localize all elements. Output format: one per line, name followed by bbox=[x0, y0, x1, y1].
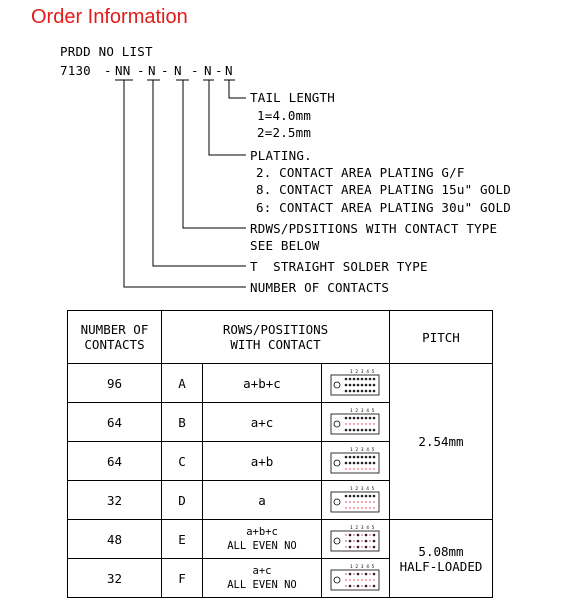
contact-pin-empty bbox=[349, 468, 350, 469]
contact-pin-filled bbox=[364, 462, 367, 465]
row-code: A bbox=[162, 364, 203, 403]
row-code: D bbox=[162, 481, 203, 520]
row-diagram bbox=[322, 520, 390, 559]
contact-pin-empty bbox=[361, 468, 362, 469]
connector-diagram-icon bbox=[330, 368, 382, 398]
contact-pin-empty bbox=[361, 579, 362, 580]
contact-pin-empty bbox=[357, 468, 358, 469]
pitch-group-2-line2: HALF-LOADED bbox=[399, 558, 483, 574]
contact-pin-empty bbox=[369, 423, 370, 424]
contact-pin-empty bbox=[369, 579, 370, 580]
contact-pin-filled bbox=[368, 495, 371, 498]
contact-pin-filled bbox=[372, 534, 375, 537]
plating-opt3: 6: CONTACT AREA PLATING 30u" GOLD bbox=[256, 200, 511, 215]
contact-pin-empty bbox=[353, 468, 354, 469]
contact-pin-filled bbox=[372, 540, 375, 543]
contact-pin-empty bbox=[345, 573, 346, 574]
code-dash-5: - bbox=[215, 63, 223, 78]
contact-pin-filled bbox=[360, 495, 363, 498]
contact-pin-filled bbox=[368, 378, 371, 381]
contact-pin-filled bbox=[356, 429, 359, 432]
contact-pin-filled bbox=[360, 384, 363, 387]
contact-pin-empty bbox=[353, 546, 354, 547]
diagram-header-text: 1 2 3 4 5 bbox=[349, 487, 374, 492]
connector-diagram-icon bbox=[330, 446, 382, 476]
contact-pin-empty bbox=[373, 423, 374, 424]
contact-pin-filled bbox=[352, 495, 355, 498]
header-rows-line2: WITH CONTACT bbox=[230, 337, 321, 352]
contact-pin-empty bbox=[361, 534, 362, 535]
contact-pin-filled bbox=[356, 456, 359, 459]
contact-pin-filled bbox=[372, 462, 375, 465]
contact-pin-filled bbox=[368, 384, 371, 387]
plating-opt1: 2. CONTACT AREA PLATING G/F bbox=[256, 165, 465, 180]
tail-label: TAIL LENGTH bbox=[250, 90, 335, 105]
contact-pin-filled bbox=[360, 378, 363, 381]
contact-pin-empty bbox=[345, 534, 346, 535]
contact-pin-empty bbox=[361, 501, 362, 502]
row-diagram bbox=[322, 442, 390, 481]
connector-diagram-icon bbox=[330, 485, 382, 515]
contact-pin-empty bbox=[353, 579, 354, 580]
row-number: 32 bbox=[68, 559, 162, 598]
row-content bbox=[203, 520, 322, 559]
table-header-row bbox=[68, 311, 493, 364]
contact-pin-empty bbox=[369, 585, 370, 586]
contact-pin-filled bbox=[348, 384, 351, 387]
contact-pin-filled bbox=[348, 534, 351, 537]
mount-hole bbox=[334, 460, 340, 466]
contact-pin-filled bbox=[352, 390, 355, 393]
header-rows-cell bbox=[162, 311, 390, 364]
contact-pin-filled bbox=[360, 390, 363, 393]
contact-pin-filled bbox=[348, 462, 351, 465]
contact-pin-filled bbox=[360, 429, 363, 432]
row-content bbox=[203, 559, 322, 598]
contact-pin-filled bbox=[364, 378, 367, 381]
contact-pin-empty bbox=[361, 423, 362, 424]
code-n1: N bbox=[148, 63, 156, 78]
contact-pin-empty bbox=[361, 540, 362, 541]
contact-pin-empty bbox=[365, 423, 366, 424]
contact-pin-filled bbox=[372, 384, 375, 387]
row-code: F bbox=[162, 559, 203, 598]
rows-note: SEE BELOW bbox=[250, 238, 320, 253]
pitch-group-2-line1: 5.08mm bbox=[418, 543, 464, 559]
contact-pin-filled bbox=[344, 429, 347, 432]
contact-pin-filled bbox=[364, 540, 367, 543]
contact-pin-filled bbox=[348, 417, 351, 420]
contact-pin-filled bbox=[348, 540, 351, 543]
contact-pin-empty bbox=[369, 468, 370, 469]
page-title: Order Information bbox=[31, 6, 188, 28]
contact-pin-empty bbox=[373, 507, 374, 508]
connector-body bbox=[331, 414, 379, 434]
prod-code-base: 7130 bbox=[60, 63, 91, 78]
row-content-text: a+b bbox=[250, 453, 274, 469]
row-diagram bbox=[322, 559, 390, 598]
contact-pin-empty bbox=[353, 423, 354, 424]
contact-pin-filled bbox=[356, 534, 359, 537]
contact-pin-filled bbox=[348, 390, 351, 393]
row-number: 32 bbox=[68, 481, 162, 520]
contact-pin-filled bbox=[372, 390, 375, 393]
contact-pin-filled bbox=[364, 573, 367, 576]
contact-pin-empty bbox=[349, 501, 350, 502]
pitch-group-2 bbox=[390, 520, 493, 598]
contact-pin-filled bbox=[344, 495, 347, 498]
contact-pin-filled bbox=[364, 390, 367, 393]
contact-pin-filled bbox=[352, 384, 355, 387]
contacts-label: NUMBER OF CONTACTS bbox=[250, 280, 390, 295]
tail-opt1: 1=4.0mm bbox=[257, 108, 312, 123]
contact-pin-filled bbox=[348, 573, 351, 576]
prod-list-label: PRDD NO LIST bbox=[60, 44, 153, 59]
contact-pin-filled bbox=[348, 456, 351, 459]
contact-pin-filled bbox=[352, 429, 355, 432]
contact-pin-filled bbox=[352, 378, 355, 381]
row-diagram bbox=[322, 481, 390, 520]
contact-pin-empty bbox=[353, 540, 354, 541]
contact-pin-empty bbox=[361, 585, 362, 586]
tail-opt2: 2=2.5mm bbox=[257, 125, 312, 140]
row-content bbox=[203, 481, 322, 520]
contact-pin-empty bbox=[353, 501, 354, 502]
rows-label: RDWS/PDSITIONS WITH CONTACT TYPE bbox=[250, 221, 498, 236]
leader-type bbox=[153, 80, 246, 266]
contact-pin-empty bbox=[345, 468, 346, 469]
mount-hole bbox=[334, 382, 340, 388]
contact-pin-empty bbox=[345, 585, 346, 586]
contact-pin-empty bbox=[369, 540, 370, 541]
contact-pin-empty bbox=[361, 546, 362, 547]
contact-pin-empty bbox=[345, 540, 346, 541]
row-code: C bbox=[162, 442, 203, 481]
contact-pin-filled bbox=[360, 417, 363, 420]
contact-pin-filled bbox=[348, 546, 351, 549]
contact-pin-filled bbox=[356, 462, 359, 465]
contact-pin-filled bbox=[364, 456, 367, 459]
contact-pin-filled bbox=[356, 378, 359, 381]
contact-pin-filled bbox=[344, 384, 347, 387]
contact-pin-filled bbox=[368, 390, 371, 393]
row-content-text: a+c bbox=[250, 414, 274, 430]
contact-pin-filled bbox=[356, 540, 359, 543]
row-content-text: a bbox=[258, 492, 266, 508]
contact-pin-filled bbox=[348, 429, 351, 432]
contact-pin-empty bbox=[369, 507, 370, 508]
contact-pin-filled bbox=[360, 456, 363, 459]
code-n4: N bbox=[225, 63, 233, 78]
mount-hole bbox=[334, 499, 340, 505]
contact-pin-empty bbox=[353, 534, 354, 535]
contact-pin-filled bbox=[364, 417, 367, 420]
contact-pin-filled bbox=[364, 534, 367, 537]
contact-pin-empty bbox=[349, 423, 350, 424]
mount-hole bbox=[334, 538, 340, 544]
contact-pin-empty bbox=[365, 468, 366, 469]
connector-body bbox=[331, 531, 379, 551]
contact-pin-filled bbox=[352, 456, 355, 459]
contact-pin-filled bbox=[344, 417, 347, 420]
contact-pin-filled bbox=[348, 495, 351, 498]
code-nn: NN bbox=[115, 63, 131, 78]
contact-pin-filled bbox=[356, 384, 359, 387]
contact-pin-empty bbox=[365, 507, 366, 508]
table-row bbox=[68, 364, 493, 403]
pitch-group-1: 2.54mm bbox=[390, 364, 493, 520]
row-content bbox=[203, 364, 322, 403]
contact-pin-filled bbox=[372, 585, 375, 588]
contact-pin-empty bbox=[353, 585, 354, 586]
contact-pin-empty bbox=[349, 507, 350, 508]
contact-pin-empty bbox=[357, 579, 358, 580]
contact-pin-empty bbox=[365, 579, 366, 580]
contact-pin-filled bbox=[372, 378, 375, 381]
code-n3: N bbox=[204, 63, 212, 78]
contact-pin-filled bbox=[344, 462, 347, 465]
header-number-cell bbox=[68, 311, 162, 364]
contact-pin-filled bbox=[372, 417, 375, 420]
contact-pin-filled bbox=[372, 573, 375, 576]
table-row bbox=[68, 520, 493, 559]
contact-pin-empty bbox=[361, 573, 362, 574]
contact-pin-empty bbox=[369, 501, 370, 502]
leader-tail bbox=[229, 80, 246, 98]
mount-hole bbox=[334, 421, 340, 427]
contact-pin-filled bbox=[364, 495, 367, 498]
header-rows-line1: ROWS/POSITIONS bbox=[222, 322, 329, 337]
contact-pin-empty bbox=[357, 501, 358, 502]
type-label: T STRAIGHT SOLDER TYPE bbox=[250, 259, 428, 274]
contact-pin-filled bbox=[364, 546, 367, 549]
row-content-text: a+b+c bbox=[246, 526, 278, 538]
contact-pin-filled bbox=[344, 456, 347, 459]
mount-hole bbox=[334, 577, 340, 583]
row-content-note: ALL EVEN NO bbox=[227, 540, 297, 552]
row-number: 64 bbox=[68, 403, 162, 442]
row-diagram bbox=[322, 364, 390, 403]
row-number: 48 bbox=[68, 520, 162, 559]
diagram-header-text: 1 2 3 4 5 bbox=[349, 526, 374, 531]
leader-rows bbox=[183, 80, 246, 228]
contact-pin-filled bbox=[368, 429, 371, 432]
code-dash-2: - bbox=[137, 63, 145, 78]
leader-contacts bbox=[124, 80, 246, 287]
contact-pin-filled bbox=[356, 390, 359, 393]
connector-diagram-icon bbox=[330, 563, 382, 593]
contact-pin-empty bbox=[369, 546, 370, 547]
contact-pin-filled bbox=[352, 417, 355, 420]
contact-pin-empty bbox=[369, 534, 370, 535]
contact-pin-filled bbox=[344, 378, 347, 381]
row-content bbox=[203, 442, 322, 481]
contact-pin-filled bbox=[348, 378, 351, 381]
code-dash-4: - bbox=[191, 63, 199, 78]
contact-pin-empty bbox=[349, 579, 350, 580]
connector-body bbox=[331, 492, 379, 512]
diagram-header-text: 1 2 3 4 5 bbox=[349, 409, 374, 414]
connector-diagram-icon bbox=[330, 407, 382, 437]
diagram-header-text: 1 2 3 4 5 bbox=[349, 448, 374, 453]
contact-pin-empty bbox=[365, 501, 366, 502]
row-diagram bbox=[322, 403, 390, 442]
contact-pin-filled bbox=[372, 429, 375, 432]
leader-plating bbox=[209, 80, 246, 155]
contact-pin-filled bbox=[368, 456, 371, 459]
contact-pin-empty bbox=[345, 507, 346, 508]
contact-pin-filled bbox=[352, 462, 355, 465]
row-content-text: a+c bbox=[252, 565, 272, 577]
header-number-line1: NUMBER OF bbox=[80, 322, 149, 337]
contact-pin-empty bbox=[345, 423, 346, 424]
contact-pin-filled bbox=[356, 546, 359, 549]
plating-label: PLATING. bbox=[250, 148, 312, 163]
contact-pin-empty bbox=[353, 507, 354, 508]
header-pitch-cell: PITCH bbox=[390, 311, 493, 364]
code-n2: N bbox=[174, 63, 182, 78]
contact-pin-filled bbox=[372, 495, 375, 498]
contact-pin-filled bbox=[372, 456, 375, 459]
contact-pin-empty bbox=[373, 501, 374, 502]
plating-opt2: 8. CONTACT AREA PLATING 15u" GOLD bbox=[256, 182, 511, 197]
contact-pin-filled bbox=[356, 417, 359, 420]
contact-pin-empty bbox=[361, 507, 362, 508]
contact-pin-empty bbox=[353, 573, 354, 574]
contact-pin-empty bbox=[357, 507, 358, 508]
contact-pin-empty bbox=[357, 423, 358, 424]
row-content bbox=[203, 403, 322, 442]
diagram-header-text: 1 2 3 4 5 bbox=[349, 565, 374, 570]
row-content-note: ALL EVEN NO bbox=[227, 579, 297, 591]
contact-pin-filled bbox=[364, 384, 367, 387]
contact-pin-filled bbox=[368, 462, 371, 465]
code-dash-1: - bbox=[104, 63, 112, 78]
contact-pin-filled bbox=[344, 390, 347, 393]
row-code: B bbox=[162, 403, 203, 442]
contact-pin-filled bbox=[364, 585, 367, 588]
contact-pin-empty bbox=[345, 579, 346, 580]
contact-pin-filled bbox=[356, 573, 359, 576]
contact-pin-empty bbox=[369, 573, 370, 574]
connector-body bbox=[331, 570, 379, 590]
row-code: E bbox=[162, 520, 203, 559]
diagram-header-text: 1 2 3 4 5 bbox=[349, 370, 374, 375]
contact-pin-filled bbox=[356, 495, 359, 498]
contact-pin-empty bbox=[345, 546, 346, 547]
connector-diagram-icon bbox=[330, 524, 382, 554]
spec-table bbox=[67, 310, 493, 598]
row-number: 64 bbox=[68, 442, 162, 481]
contact-pin-filled bbox=[356, 585, 359, 588]
row-content-text: a+b+c bbox=[243, 375, 281, 391]
contact-pin-filled bbox=[348, 585, 351, 588]
contact-pin-filled bbox=[364, 429, 367, 432]
contact-pin-filled bbox=[368, 417, 371, 420]
contact-pin-empty bbox=[345, 501, 346, 502]
header-number-line2: CONTACTS bbox=[84, 337, 145, 352]
row-number: 96 bbox=[68, 364, 162, 403]
contact-pin-empty bbox=[373, 468, 374, 469]
contact-pin-filled bbox=[372, 546, 375, 549]
code-dash-3: - bbox=[161, 63, 169, 78]
contact-pin-empty bbox=[373, 579, 374, 580]
contact-pin-filled bbox=[360, 462, 363, 465]
